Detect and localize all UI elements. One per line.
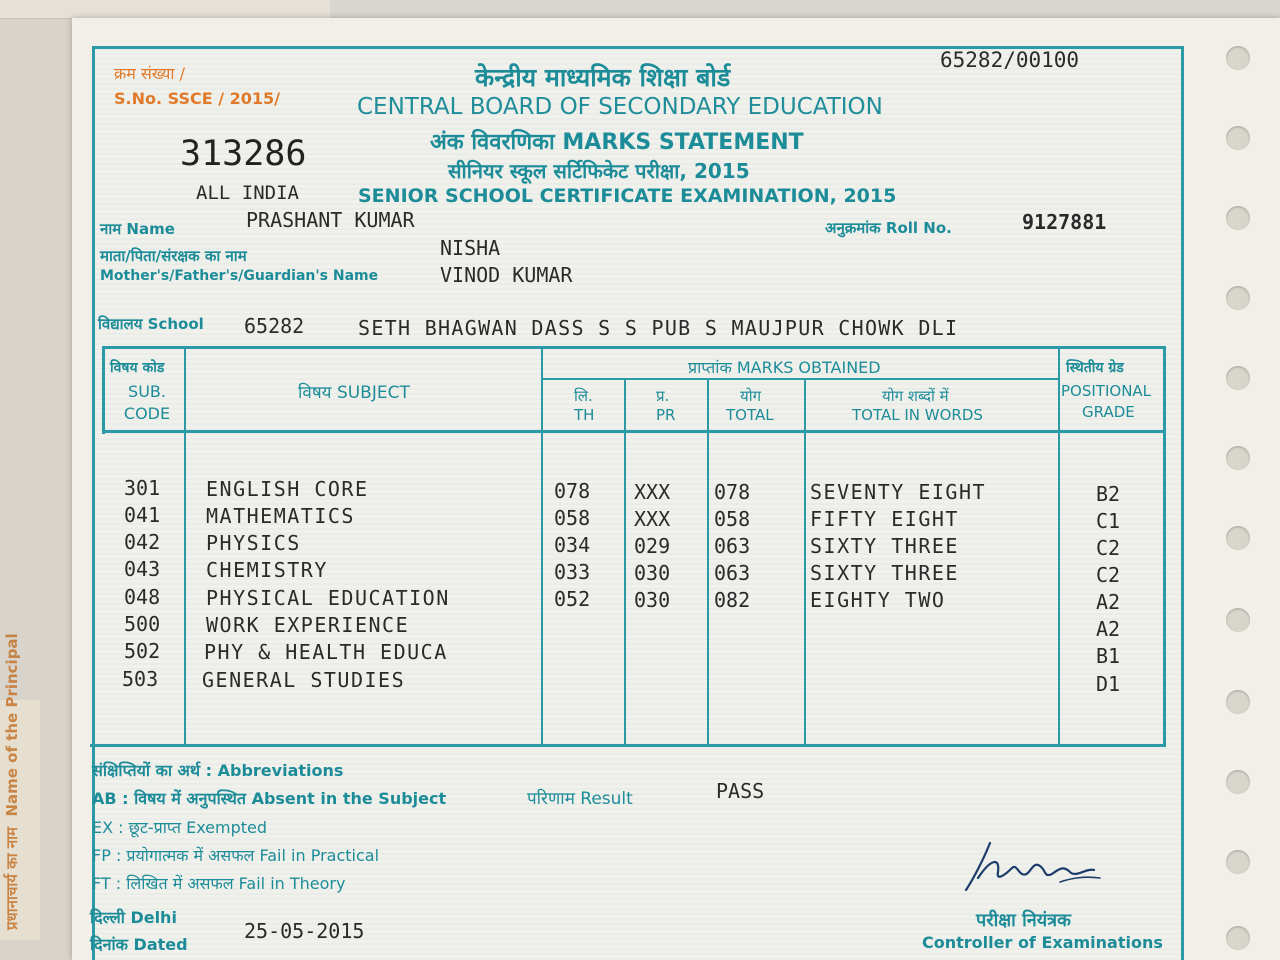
board-name: CENTRAL BOARD OF SECONDARY EDUCATION (357, 94, 883, 120)
row-total: 078 (714, 480, 751, 504)
row-theory: 058 (554, 506, 591, 530)
col-divider (707, 378, 709, 746)
row-total-words: SIXTY THREE (810, 534, 959, 558)
col-header-pr-hindi: प्र. (656, 387, 670, 405)
serial-number: 313286 (180, 134, 307, 174)
board-name-hindi: केन्द्रीय माध्यमिक शिक्षा बोर्ड (475, 63, 731, 92)
dated-label: दिनांक Dated (90, 935, 188, 954)
parent-label: Mother's/Father's/Guardian's Name (100, 268, 379, 284)
table-border-right (1163, 346, 1166, 746)
row-sub-code: 301 (124, 476, 161, 500)
punch-hole (1226, 926, 1250, 950)
table-border-left (102, 346, 105, 434)
col-divider (1058, 346, 1060, 746)
statement-title: अंक विवरणिका MARKS STATEMENT (430, 130, 804, 155)
row-total: 082 (714, 588, 751, 612)
row-subject: WORK EXPERIENCE (206, 613, 410, 637)
exam-scope: ALL INDIA (196, 182, 299, 204)
name-label: नाम Name (100, 220, 175, 238)
row-sub-code: 503 (122, 667, 159, 691)
row-total-words: FIFTY EIGHT (810, 507, 959, 531)
col-divider (184, 346, 186, 746)
roll-number: 9127881 (1022, 210, 1107, 234)
row-grade: D1 (1096, 672, 1121, 696)
row-subject: PHYSICAL EDUCATION (206, 586, 450, 610)
row-subject: PHYSICS (206, 531, 301, 555)
candidate-name: PRASHANT KUMAR (246, 208, 415, 232)
row-grade: C2 (1096, 536, 1121, 560)
punch-hole (1226, 690, 1250, 714)
table-border-top (102, 346, 1166, 349)
row-sub-code: 048 (124, 585, 161, 609)
col-header-th: TH (574, 406, 595, 424)
parent-label-hindi: माता/पिता/संरक्षक का नाम (100, 247, 247, 265)
row-grade: B1 (1096, 644, 1121, 668)
controller-title-hindi: परीक्षा नियंत्रक (976, 910, 1071, 931)
col-header-grade-line1: POSITIONAL (1061, 382, 1152, 400)
row-practical: 030 (634, 588, 671, 612)
punch-hole (1226, 608, 1250, 632)
row-practical: XXX (634, 507, 671, 531)
col-header-marks: प्राप्तांक MARKS OBTAINED (688, 358, 881, 377)
issue-date: 25-05-2015 (244, 919, 365, 943)
controller-title: Controller of Examinations (922, 933, 1163, 952)
punch-hole (1226, 206, 1250, 230)
abbreviation-ft: FT : लिखित में असफल Fail in Theory (92, 874, 346, 893)
row-total: 063 (714, 534, 751, 558)
punch-hole (1226, 46, 1250, 70)
row-subject: MATHEMATICS (206, 504, 355, 528)
principal-name-label: प्रधानाचार्य का नाम Name of the Principal (3, 633, 21, 930)
col-divider (804, 378, 806, 746)
table-header-rule (102, 430, 1166, 433)
row-sub-code: 043 (124, 557, 161, 581)
result-label: परिणाम Result (527, 789, 633, 809)
row-theory: 033 (554, 560, 591, 584)
row-practical: 029 (634, 534, 671, 558)
punch-hole (1226, 850, 1250, 874)
col-header-code-hindi: विषय कोड (110, 360, 165, 376)
row-total-words: SIXTY THREE (810, 561, 959, 585)
punch-hole (1226, 770, 1250, 794)
serial-label-hindi: क्रम संख्या / (114, 64, 186, 83)
row-theory: 052 (554, 587, 591, 611)
row-grade: C1 (1096, 509, 1121, 533)
col-header-pr: PR (656, 406, 676, 424)
col-divider (541, 346, 543, 746)
serial-label: S.No. SSCE / 2015/ (114, 89, 280, 108)
abbreviation-fp: FP : प्रयोगात्मक में असफल Fail in Practical (92, 846, 380, 865)
roll-label: अनुक्रमांक Roll No. (825, 219, 952, 237)
row-grade: A2 (1096, 617, 1121, 641)
school-label: विद्यालय School (98, 315, 204, 333)
punch-hole (1226, 286, 1250, 310)
col-header-total-hindi: योग (740, 387, 762, 405)
row-sub-code: 041 (124, 503, 161, 527)
abbreviations-title: संक्षिप्तियों का अर्थ : Abbreviations (92, 761, 344, 780)
row-subject: GENERAL STUDIES (202, 668, 406, 692)
row-practical: XXX (634, 480, 671, 504)
col-header-subject: विषय SUBJECT (298, 383, 410, 403)
table-border-bottom (90, 744, 1166, 747)
punch-hole (1226, 446, 1250, 470)
document-code: 65282/00100 (940, 48, 1080, 72)
row-sub-code: 042 (124, 530, 161, 554)
abbreviation-ex: EX : छूट-प्राप्त Exempted (92, 818, 268, 837)
row-grade: B2 (1096, 482, 1121, 506)
col-header-code: SUB. CODE (123, 382, 171, 423)
school-code: 65282 (244, 314, 305, 338)
row-sub-code: 500 (124, 612, 161, 636)
background-paper-top (0, 0, 330, 19)
row-subject: PHY & HEALTH EDUCA (204, 640, 448, 664)
mother-name: NISHA (440, 236, 501, 260)
row-total: 063 (714, 561, 751, 585)
row-grade: C2 (1096, 563, 1121, 587)
col-header-th-hindi: लि. (574, 387, 593, 405)
col-header-words: TOTAL IN WORDS (852, 406, 983, 424)
controller-signature (960, 838, 1110, 898)
row-practical: 030 (634, 561, 671, 585)
row-sub-code: 502 (124, 639, 161, 663)
punch-hole (1226, 126, 1250, 150)
col-header-words-hindi: योग शब्दों में (882, 387, 949, 405)
row-grade: A2 (1096, 590, 1121, 614)
school-name: SETH BHAGWAN DASS S S PUB S MAUJPUR CHOWK DLI (358, 316, 959, 340)
col-header-grade-hindi: स्थितीय ग्रेड (1066, 360, 1124, 376)
row-theory: 034 (554, 533, 591, 557)
row-total-words: EIGHTY TWO (810, 588, 946, 612)
col-header-grade-line2: GRADE (1082, 403, 1135, 421)
exam-title: SENIOR SCHOOL CERTIFICATE EXAMINATION, 2015 (358, 185, 897, 207)
father-name: VINOD KUMAR (440, 263, 573, 287)
result-value: PASS (716, 779, 765, 803)
row-total: 058 (714, 507, 751, 531)
row-theory: 078 (554, 479, 591, 503)
abbreviation-ab: AB : विषय में अनुपस्थित Absent in the Subject (92, 789, 447, 808)
exam-title-hindi: सीनियर स्कूल सर्टिफिकेट परीक्षा, 2015 (448, 159, 750, 183)
row-subject: ENGLISH CORE (206, 477, 369, 501)
col-header-total: TOTAL (726, 406, 774, 424)
place-label: दिल्ली Delhi (90, 908, 177, 927)
row-total-words: SEVENTY EIGHT (810, 480, 987, 504)
col-divider (624, 378, 626, 746)
punch-hole (1226, 366, 1250, 390)
punch-hole (1226, 526, 1250, 550)
marks-subheader-rule (543, 378, 1059, 380)
row-subject: CHEMISTRY (206, 558, 328, 582)
